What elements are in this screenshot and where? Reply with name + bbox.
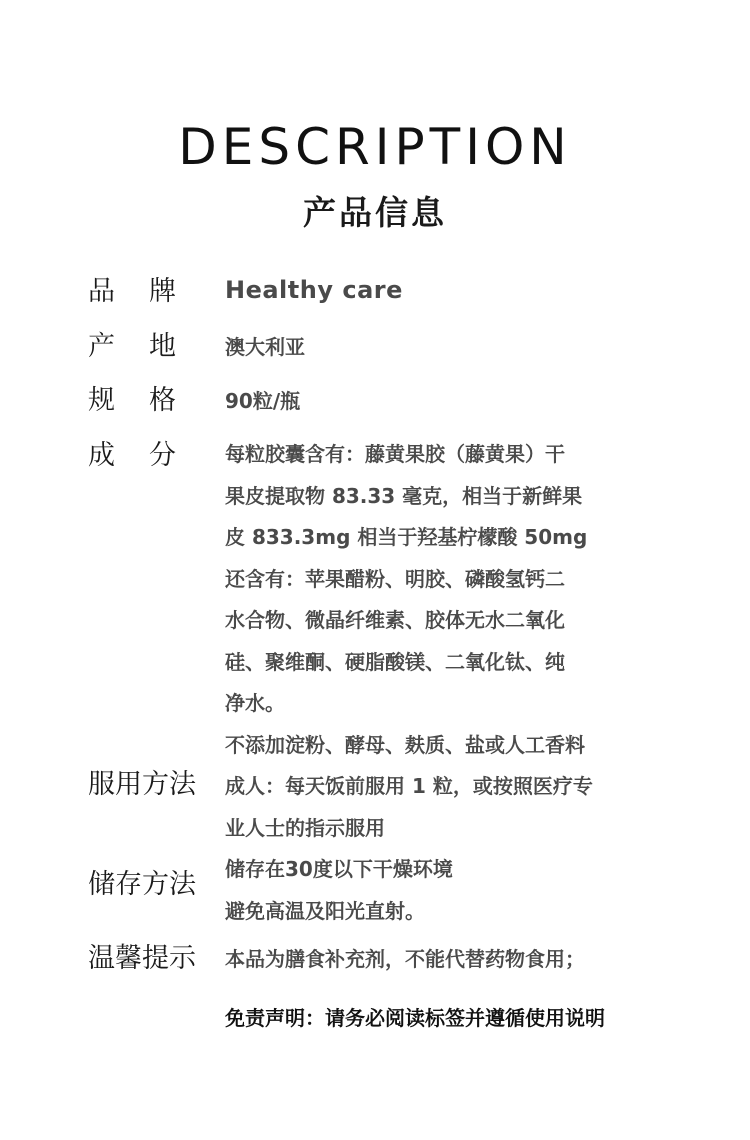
ingredients-line: 净水。 — [225, 691, 285, 715]
ingredients-line: 硅、聚维酮、硬脂酸镁、二氧化钛、纯 — [225, 649, 565, 674]
origin-value: 澳大利亚 — [225, 335, 305, 359]
spec-value: 90粒/瓶 — [225, 389, 301, 413]
usage-line: 业人士的指示服用 — [225, 815, 385, 840]
tips-value: 本品为膳食补充剂，不能代替药物食用； — [225, 947, 585, 971]
page-title-en: DESCRIPTION — [178, 118, 572, 176]
ingredients-line: 皮 833.3mg 相当于羟基柠檬酸 50mg — [225, 525, 588, 549]
storage-line: 储存在30度以下干燥环境 — [225, 857, 453, 881]
usage-value — [225, 766, 593, 849]
ingredients-line: 每粒胶囊含有：藤黄果胶（藤黄果）干 — [225, 442, 565, 466]
storage-line: 避免高温及阳光直射。 — [225, 898, 425, 923]
ingredients-value — [225, 434, 587, 766]
page-title-cn: 产品信息 — [303, 193, 447, 232]
usage-label: 服用方法 — [88, 769, 196, 800]
ingredients-line: 水合物、微晶纤维素、胶体无水二氧化 — [225, 608, 565, 632]
ingredients-line: 还含有：苹果醋粉、明胶、磷酸氢钙二 — [225, 566, 565, 591]
ingredients-line: 不添加淀粉、酵母、麸质、盐或人工香料 — [225, 732, 585, 757]
brand-label: 品牌 — [88, 276, 210, 307]
brand-value: Healthy care — [225, 276, 403, 304]
disclaimer: 免责声明：请务必阅读标签并遵循使用说明 — [225, 1006, 605, 1030]
tips-label: 温馨提示 — [88, 943, 196, 974]
usage-line: 成人：每天饭前服用 1 粒，或按照医疗专 — [225, 774, 593, 798]
storage-value — [225, 849, 453, 932]
ingredients-line: 果皮提取物 83.33 毫克，相当于新鲜果 — [225, 483, 583, 508]
ingredients-label: 成分 — [88, 440, 210, 471]
origin-label: 产地 — [88, 331, 210, 362]
storage-label: 储存方法 — [88, 869, 196, 900]
spec-label: 规格 — [88, 385, 210, 416]
